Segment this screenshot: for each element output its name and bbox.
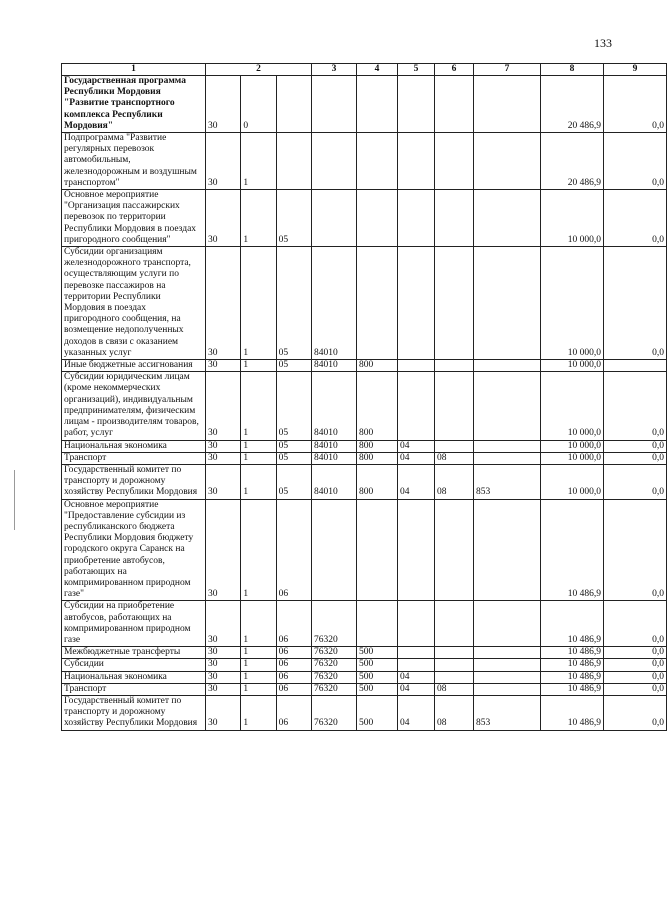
row-name: Национальная экономика — [62, 671, 206, 683]
code-measure: 05 — [276, 247, 311, 360]
code-program: 30 — [206, 464, 241, 499]
scan-edge-mark — [14, 470, 15, 530]
code-direction: 76320 — [312, 659, 357, 671]
table-row — [62, 671, 667, 683]
code-expense-type: 500 — [357, 695, 398, 730]
code-subprogram: 1 — [241, 247, 276, 360]
amount: 10 486,9 — [541, 499, 604, 601]
code-program: 30 — [206, 499, 241, 601]
code-subsection — [435, 76, 474, 133]
amount: 10 000,0 — [541, 247, 604, 360]
code-measure: 06 — [276, 695, 311, 730]
code-agency — [474, 247, 541, 360]
code-expense-type: 500 — [357, 647, 398, 659]
table-row — [62, 601, 667, 647]
code-measure: 05 — [276, 452, 311, 464]
row-name: Иные бюджетные ассигнования — [62, 360, 206, 372]
code-expense-type — [357, 499, 398, 601]
header-col-9: 9 — [604, 64, 667, 76]
amount-col-8 — [604, 360, 667, 372]
amount-col-8: 0,0 — [604, 372, 667, 440]
code-direction — [312, 76, 357, 133]
header-col-2: 2 — [206, 64, 312, 76]
code-program: 30 — [206, 440, 241, 452]
code-section: 04 — [398, 671, 435, 683]
header-col-1: 1 — [62, 64, 206, 76]
code-section — [398, 133, 435, 190]
amount-col-8: 0,0 — [604, 76, 667, 133]
code-subprogram: 1 — [241, 133, 276, 190]
code-program: 30 — [206, 190, 241, 247]
code-section: 04 — [398, 683, 435, 695]
code-section — [398, 247, 435, 360]
code-subsection — [435, 360, 474, 372]
code-expense-type — [357, 247, 398, 360]
amount-col-8: 0,0 — [604, 247, 667, 360]
table-row — [62, 360, 667, 372]
code-section — [398, 601, 435, 647]
code-section — [398, 659, 435, 671]
amount: 10 486,9 — [541, 647, 604, 659]
code-subsection — [435, 647, 474, 659]
code-subprogram: 1 — [241, 464, 276, 499]
code-program: 30 — [206, 452, 241, 464]
code-subprogram: 1 — [241, 671, 276, 683]
table-row — [62, 464, 667, 499]
code-agency — [474, 601, 541, 647]
code-subsection: 08 — [435, 683, 474, 695]
table-row — [62, 647, 667, 659]
row-name: Государственный комитет по транспорту и дорожному хозяйству Республики Мордовия — [62, 464, 206, 499]
code-expense-type: 500 — [357, 671, 398, 683]
code-agency — [474, 671, 541, 683]
row-name: Субсидии на приобретение автобусов, работающих на компримированном природном газе — [62, 601, 206, 647]
table-row — [62, 190, 667, 247]
code-subsection: 08 — [435, 695, 474, 730]
row-name: Государственная программа Республики Мордовия "Развитие транспортного комплекса Республики Мордовия" — [62, 76, 206, 133]
code-program: 30 — [206, 133, 241, 190]
amount: 10 000,0 — [541, 452, 604, 464]
code-subsection — [435, 247, 474, 360]
amount: 10 486,9 — [541, 683, 604, 695]
code-measure: 06 — [276, 601, 311, 647]
header-col-5: 5 — [398, 64, 435, 76]
code-expense-type — [357, 133, 398, 190]
code-agency — [474, 452, 541, 464]
code-subprogram: 1 — [241, 360, 276, 372]
code-subprogram: 1 — [241, 372, 276, 440]
code-direction: 84010 — [312, 440, 357, 452]
code-measure: 05 — [276, 372, 311, 440]
amount: 10 486,9 — [541, 671, 604, 683]
code-direction: 84010 — [312, 452, 357, 464]
code-agency — [474, 133, 541, 190]
amount-col-8: 0,0 — [604, 133, 667, 190]
code-program: 30 — [206, 360, 241, 372]
code-agency: 853 — [474, 464, 541, 499]
amount: 10 486,9 — [541, 695, 604, 730]
amount: 10 486,9 — [541, 659, 604, 671]
budget-table — [61, 63, 667, 731]
code-measure: 06 — [276, 499, 311, 601]
amount-col-8: 0,0 — [604, 452, 667, 464]
code-direction: 76320 — [312, 647, 357, 659]
code-program: 30 — [206, 247, 241, 360]
code-program: 30 — [206, 601, 241, 647]
code-subprogram: 1 — [241, 695, 276, 730]
code-subprogram: 1 — [241, 601, 276, 647]
row-name: Подпрограмма "Развитие регулярных перевозок автомобильным, железнодорожным и воздушным транспортом" — [62, 133, 206, 190]
code-expense-type: 800 — [357, 372, 398, 440]
amount-col-8: 0,0 — [604, 464, 667, 499]
code-measure: 05 — [276, 440, 311, 452]
code-section: 04 — [398, 464, 435, 499]
code-subsection — [435, 190, 474, 247]
table-row — [62, 440, 667, 452]
table-row — [62, 133, 667, 190]
code-section: 04 — [398, 695, 435, 730]
code-agency — [474, 647, 541, 659]
code-subprogram: 1 — [241, 440, 276, 452]
code-subprogram: 1 — [241, 190, 276, 247]
code-subsection — [435, 499, 474, 601]
code-expense-type — [357, 190, 398, 247]
header-row — [62, 64, 667, 76]
code-direction: 84010 — [312, 360, 357, 372]
code-subsection: 08 — [435, 464, 474, 499]
row-name: Субсидии — [62, 659, 206, 671]
table-row — [62, 695, 667, 730]
table-row — [62, 659, 667, 671]
header-col-6: 6 — [435, 64, 474, 76]
code-direction — [312, 499, 357, 601]
code-expense-type: 800 — [357, 452, 398, 464]
code-subsection — [435, 659, 474, 671]
code-direction: 84010 — [312, 464, 357, 499]
code-measure: 06 — [276, 683, 311, 695]
code-program: 30 — [206, 647, 241, 659]
amount-col-8: 0,0 — [604, 647, 667, 659]
code-measure: 06 — [276, 671, 311, 683]
code-agency — [474, 499, 541, 601]
code-measure: 06 — [276, 659, 311, 671]
code-measure: 05 — [276, 464, 311, 499]
row-name: Межбюджетные трансферты — [62, 647, 206, 659]
row-name: Государственный комитет по транспорту и дорожному хозяйству Республики Мордовия — [62, 695, 206, 730]
amount: 10 000,0 — [541, 464, 604, 499]
code-section — [398, 372, 435, 440]
code-subsection — [435, 440, 474, 452]
code-subsection — [435, 372, 474, 440]
amount: 10 000,0 — [541, 360, 604, 372]
amount-col-8: 0,0 — [604, 695, 667, 730]
code-subsection — [435, 133, 474, 190]
code-expense-type — [357, 76, 398, 133]
code-program: 30 — [206, 372, 241, 440]
code-direction: 84010 — [312, 247, 357, 360]
header-col-8: 8 — [541, 64, 604, 76]
code-subprogram: 1 — [241, 683, 276, 695]
row-name: Основное мероприятие "Предоставление субсидии из республиканского бюджета Республики Мордовия бюджету городского округа Саранск на приобретение автобусов, работающих на компримированном природном газе" — [62, 499, 206, 601]
code-measure: 05 — [276, 360, 311, 372]
amount-col-8: 0,0 — [604, 190, 667, 247]
row-name: Основное мероприятие "Организация пассажирских перевозок по территории Республики Мордовия в поездах пригородного сообщения" — [62, 190, 206, 247]
code-measure: 05 — [276, 190, 311, 247]
code-direction — [312, 190, 357, 247]
code-subprogram: 0 — [241, 76, 276, 133]
code-subprogram: 1 — [241, 499, 276, 601]
code-agency — [474, 76, 541, 133]
row-name: Национальная экономика — [62, 440, 206, 452]
code-measure — [276, 133, 311, 190]
table-row — [62, 683, 667, 695]
code-section — [398, 360, 435, 372]
table-row — [62, 372, 667, 440]
code-subprogram: 1 — [241, 647, 276, 659]
table-row — [62, 499, 667, 601]
amount-col-8: 0,0 — [604, 440, 667, 452]
code-expense-type: 500 — [357, 659, 398, 671]
code-expense-type: 800 — [357, 464, 398, 499]
amount: 20 486,9 — [541, 76, 604, 133]
code-program: 30 — [206, 659, 241, 671]
code-measure — [276, 76, 311, 133]
code-section — [398, 647, 435, 659]
code-agency — [474, 683, 541, 695]
row-name: Транспорт — [62, 683, 206, 695]
amount-col-8: 0,0 — [604, 659, 667, 671]
code-agency: 853 — [474, 695, 541, 730]
code-program: 30 — [206, 76, 241, 133]
header-col-3: 3 — [312, 64, 357, 76]
code-direction: 76320 — [312, 695, 357, 730]
code-subsection — [435, 601, 474, 647]
code-agency — [474, 360, 541, 372]
code-section: 04 — [398, 452, 435, 464]
row-name: Транспорт — [62, 452, 206, 464]
code-direction — [312, 133, 357, 190]
code-agency — [474, 372, 541, 440]
code-agency — [474, 659, 541, 671]
amount: 10 000,0 — [541, 440, 604, 452]
code-program: 30 — [206, 695, 241, 730]
code-subsection: 08 — [435, 452, 474, 464]
code-section — [398, 76, 435, 133]
code-measure: 06 — [276, 647, 311, 659]
code-agency — [474, 440, 541, 452]
amount-col-8: 0,0 — [604, 683, 667, 695]
code-direction: 76320 — [312, 671, 357, 683]
amount-col-8: 0,0 — [604, 499, 667, 601]
amount: 10 486,9 — [541, 601, 604, 647]
table-row — [62, 247, 667, 360]
code-program: 30 — [206, 683, 241, 695]
page-number: 133 — [594, 36, 612, 50]
amount: 10 000,0 — [541, 372, 604, 440]
code-program: 30 — [206, 671, 241, 683]
code-subprogram: 1 — [241, 452, 276, 464]
code-section: 04 — [398, 440, 435, 452]
code-section — [398, 190, 435, 247]
code-section — [398, 499, 435, 601]
code-direction: 76320 — [312, 601, 357, 647]
row-name: Субсидии юридическим лицам (кроме некоммерческих организаций), индивидуальным предпринимателям, физическим лицам - производителям товаров, работ, услуг — [62, 372, 206, 440]
code-direction: 76320 — [312, 683, 357, 695]
code-direction: 84010 — [312, 372, 357, 440]
code-expense-type: 800 — [357, 360, 398, 372]
amount-col-8: 0,0 — [604, 601, 667, 647]
code-subprogram: 1 — [241, 659, 276, 671]
header-col-7: 7 — [474, 64, 541, 76]
table-row — [62, 76, 667, 133]
code-agency — [474, 190, 541, 247]
row-name: Субсидии организациям железнодорожного транспорта, осуществляющим услуги по перевозке пассажиров на территории Республики Мордовия в поездах пригородного сообщения, на возмещение недополученных доходов в связи с оказанием указанных услуг — [62, 247, 206, 360]
code-subsection — [435, 671, 474, 683]
amount-col-8: 0,0 — [604, 671, 667, 683]
code-expense-type: 800 — [357, 440, 398, 452]
amount: 20 486,9 — [541, 133, 604, 190]
code-expense-type — [357, 601, 398, 647]
table-row — [62, 452, 667, 464]
code-expense-type: 500 — [357, 683, 398, 695]
header-col-4: 4 — [357, 64, 398, 76]
amount: 10 000,0 — [541, 190, 604, 247]
